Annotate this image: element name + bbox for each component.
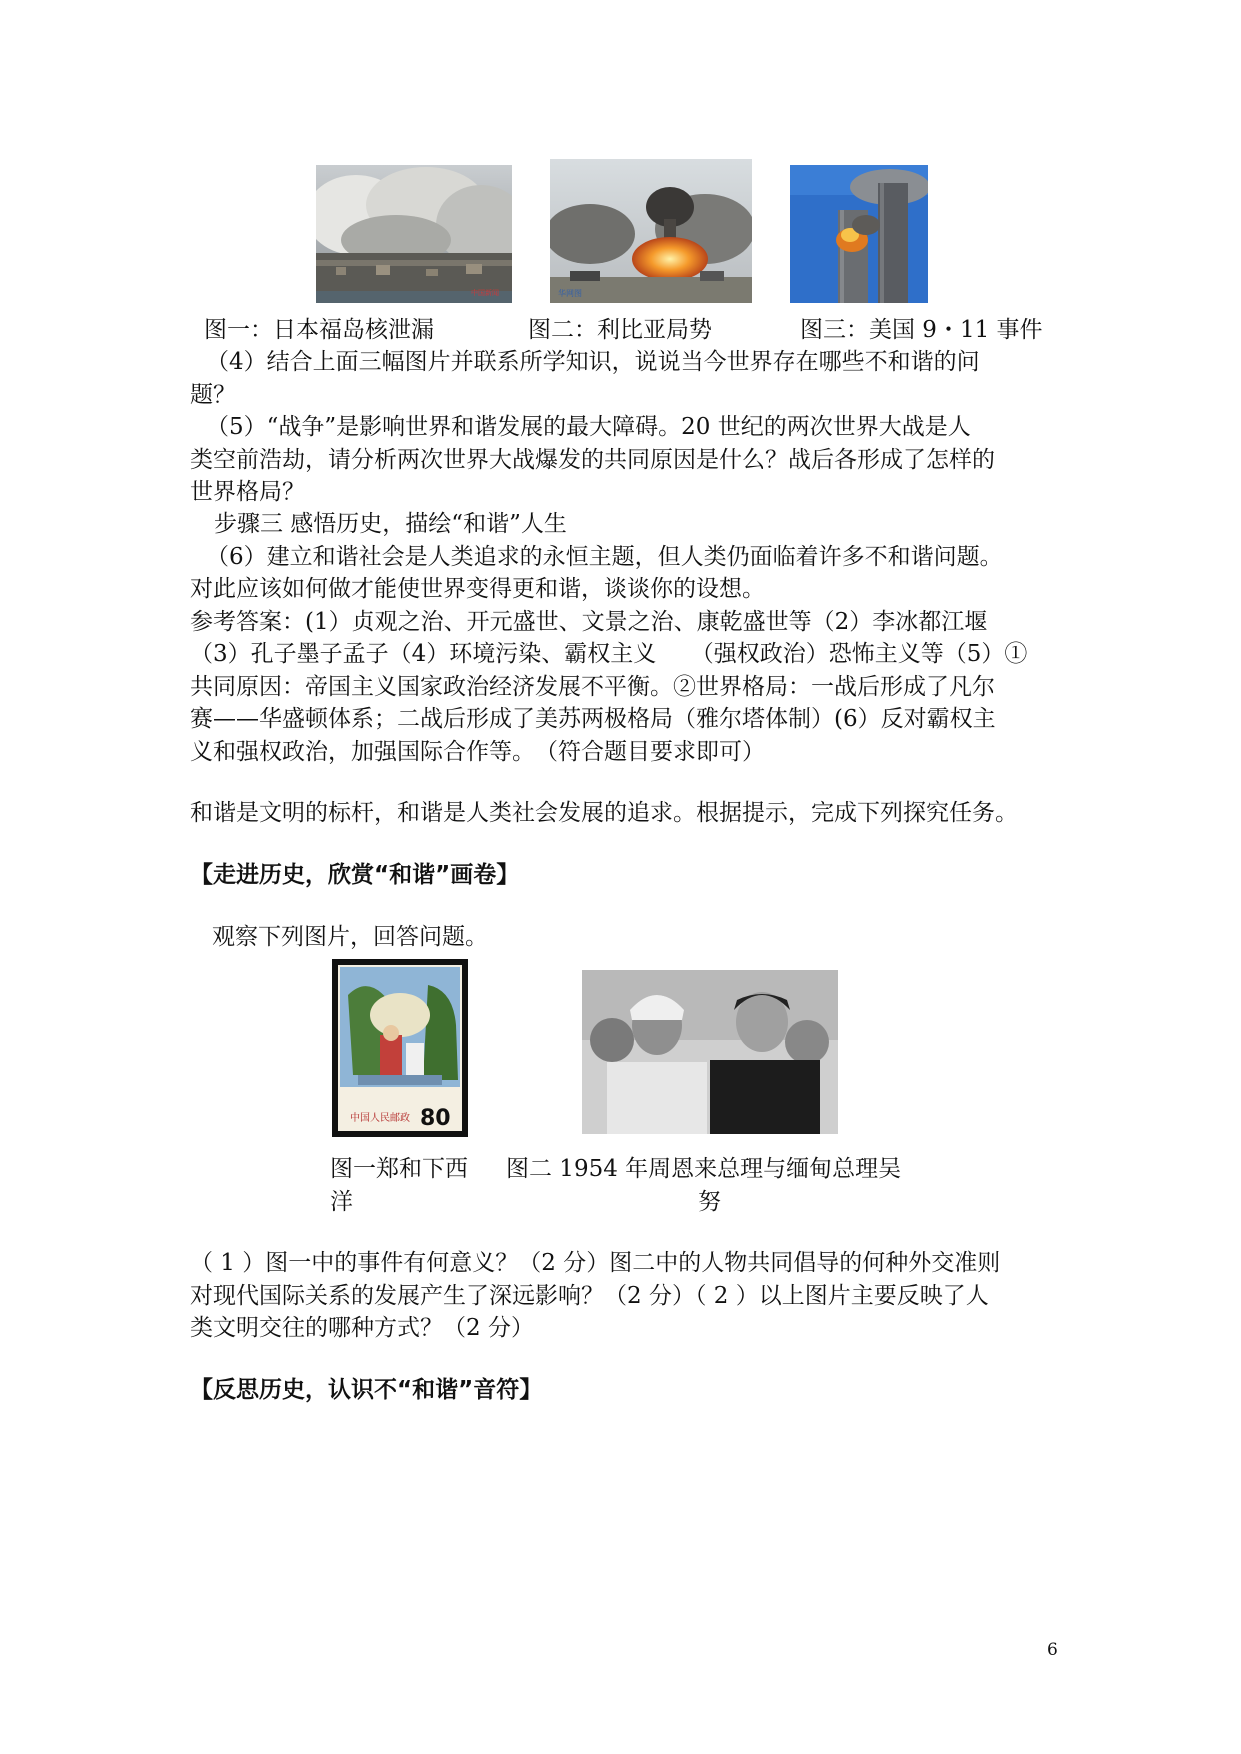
question-4-line-1: （4）结合上面三幅图片并联系所学知识，说说当今世界存在哪些不和谐的问	[206, 349, 980, 375]
zheng-he-stamp	[328, 955, 472, 1141]
section-1-heading: 【走进历史，欣赏“和谐”画卷】	[190, 862, 520, 888]
question-6-line-2: 对此应该如何做才能使世界变得更和谐，谈谈你的设想。	[190, 576, 765, 602]
step-3-heading: 步骤三 感悟历史，描绘“和谐”人生	[214, 511, 567, 537]
figure3-caption: 图三：美国 9・11 事件	[800, 317, 1043, 343]
question-5-line-3: 世界格局？	[190, 479, 305, 505]
photo-watermark: 华网图	[558, 289, 582, 298]
page-number: 6	[1047, 1640, 1058, 1660]
figure2-caption: 图二：利比亚局势	[528, 317, 712, 343]
section-1-question-line-2: 对现代国际关系的发展产生了深远影响？（2 分）（ 2 ）以上图片主要反映了人	[190, 1283, 989, 1309]
wtc-photo	[790, 165, 928, 303]
question-5-line-1: （5）“战争”是影响世界和谐发展的最大障碍。20 世纪的两次世界大战是人	[206, 414, 971, 440]
question-5-line-2: 类空前浩劫，请分析两次世界大战爆发的共同原因是什么？战后各形成了怎样的	[190, 447, 995, 473]
section-1-question-line-3: 类文明交往的哪种方式？（2 分）	[190, 1315, 534, 1341]
intro-text: 和谐是文明的标杆，和谐是人类社会发展的追求。根据提示，完成下列探究任务。	[190, 800, 1018, 826]
question-4-line-2: 题？	[190, 382, 236, 408]
stamp-value: 80	[420, 1106, 451, 1131]
fukushima-photo	[316, 165, 512, 303]
answer-line-3: 共同原因：帝国主义国家政治经济发展不平衡。②世界格局：一战后形成了凡尔	[190, 674, 995, 700]
answer-line-4: 赛——华盛顿体系；二战后形成了美苏两极格局（雅尔塔体制）(6）反对霸权主	[190, 706, 996, 732]
stamp-caption-line-2: 洋	[330, 1189, 353, 1215]
photo-caption-line-2: 努	[698, 1189, 721, 1215]
photo-watermark: 中国新闻	[471, 289, 499, 297]
libya-photo	[550, 159, 752, 303]
answer-line-2: （3）孔子墨子孟子（4）环境污染、霸权主义 （强权政治）恐怖主义等（5）①	[190, 641, 1028, 667]
question-6-line-1: （6）建立和谐社会是人类追求的永恒主题，但人类仍面临着许多不和谐问题。	[206, 544, 1003, 570]
answer-line-1: 参考答案：(1）贞观之治、开元盛世、文景之治、康乾盛世等（2）李冰都江堰	[190, 609, 988, 635]
stamp-caption-line-1: 图一郑和下西	[330, 1156, 468, 1182]
photo-caption-line-1: 图二 1954 年周恩来总理与缅甸总理吴	[506, 1156, 902, 1182]
observe-prompt: 观察下列图片，回答问题。	[212, 924, 488, 950]
zhou-enlai-photo	[582, 970, 838, 1134]
section-1-question-line-1: （ 1 ）图一中的事件有何意义？（2 分）图二中的人物共同倡导的何种外交准则	[190, 1250, 1001, 1276]
figure1-caption: 图一：日本福岛核泄漏	[204, 317, 434, 343]
section-2-heading: 【反思历史，认识不“和谐”音符】	[190, 1377, 543, 1403]
stamp-country-text: 中国人民邮政	[350, 1113, 410, 1124]
answer-line-5: 义和强权政治，加强国际合作等。 （符合题目要求即可）	[190, 739, 765, 765]
